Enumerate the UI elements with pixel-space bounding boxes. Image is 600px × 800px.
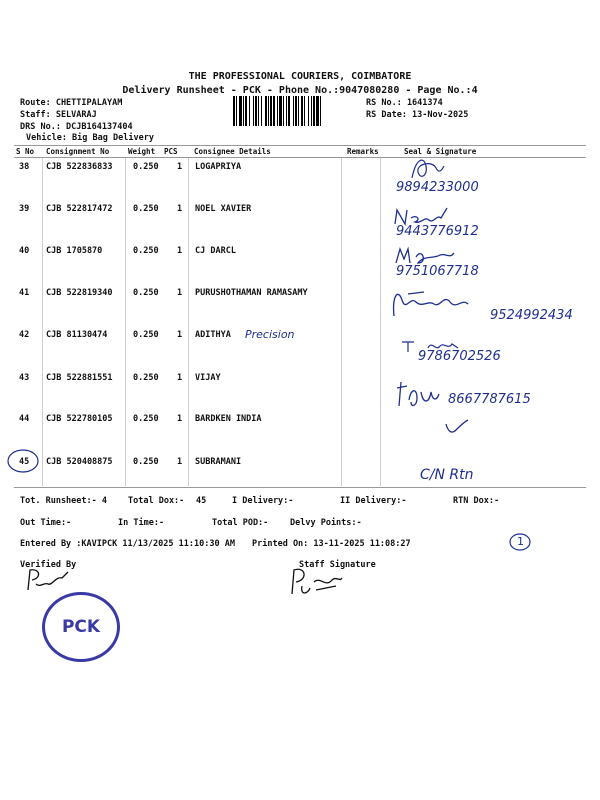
phone-row-42: 9786702526: [418, 349, 501, 364]
row-consignment: CJB 522819340: [46, 288, 113, 298]
row-sno: 43: [19, 373, 30, 383]
return-note-row-45: C/N Rtn: [420, 467, 474, 483]
hand-circle-mark: [6, 448, 40, 474]
verified-signature: [22, 566, 72, 592]
in-time: In Time:-: [118, 518, 165, 528]
col-separator: [188, 158, 189, 486]
row-pcs: 1: [177, 373, 183, 383]
runsheet-subtitle: Delivery Runsheet - PCK - Phone No.:9047080280 - Page No.:4: [122, 85, 478, 96]
staff-signature-label: Staff Signature: [299, 560, 376, 570]
phone-row-39: 9443776912: [396, 224, 479, 239]
entered-by: Entered By :KAVIPCK 11/13/2025 11:10:30 AM: [20, 539, 235, 549]
row-weight: 0.250: [133, 204, 159, 214]
page-mark: 1: [517, 535, 524, 548]
row-pcs: 1: [177, 162, 183, 172]
row-weight: 0.250: [133, 457, 159, 467]
route-label: Route: CHETTIPALAYAM: [20, 98, 123, 108]
row-consignee: PURUSHOTHAMAN RAMASAMY: [195, 288, 308, 298]
phone-row-43: 8667787615: [448, 392, 531, 407]
total-dox-label: Total Dox:-: [128, 496, 185, 506]
row-consignee: NOEL XAVIER: [195, 204, 252, 214]
barcode-image: [233, 96, 363, 126]
printed-on: Printed On: 13-11-2025 11:08:27: [252, 539, 411, 549]
col-separator: [341, 158, 342, 486]
company-title: THE PROFESSIONAL COURIERS, COIMBATORE: [188, 71, 412, 82]
phone-row-38: 9894233000: [396, 180, 479, 195]
row-consignment: CJB 81130474: [46, 330, 108, 340]
verified-by-label: Verified By: [20, 560, 77, 570]
total-pod: Total POD:-: [212, 518, 269, 528]
row-consignee: LOGAPRIYA: [195, 162, 242, 172]
row-sno: 40: [19, 246, 30, 256]
row-consignee: SUBRAMANI: [195, 457, 242, 467]
table-header-rule: [14, 157, 586, 158]
row-pcs: 1: [177, 330, 183, 340]
row-consignee: VIJAY: [195, 373, 221, 383]
rtn-dox: RTN Dox:-: [453, 496, 500, 506]
col-pcs: PCS: [164, 147, 178, 156]
delvy-points: Delvy Points:-: [290, 518, 362, 528]
row-pcs: 1: [177, 288, 183, 298]
rs-number: RS No.: 1641374: [366, 98, 443, 108]
ink-mark-row-44: [444, 418, 470, 436]
col-seal-signature: Seal & Signature: [404, 147, 477, 156]
col-separator: [380, 158, 381, 486]
i-delivery: I Delivery:-: [232, 496, 294, 506]
col-sno: S No: [16, 147, 35, 156]
col-consignee: Consignee Details: [194, 147, 271, 156]
staff-signature: [286, 564, 346, 598]
row-pcs: 1: [177, 246, 183, 256]
signature-row-43: [395, 378, 441, 410]
row-consignment: CJB 1705870: [46, 246, 103, 256]
col-weight: Weight: [128, 147, 156, 156]
row-sno: 41: [19, 288, 30, 298]
row-pcs: 1: [177, 414, 183, 424]
col-consignment: Consignment No: [46, 147, 110, 156]
row-weight: 0.250: [133, 414, 159, 424]
row-consignee: ADITHYA: [195, 330, 231, 340]
row-consignment: CJB 522780105: [46, 414, 113, 424]
col-separator: [125, 158, 126, 486]
row-consignment: CJB 522817472: [46, 204, 113, 214]
phone-row-41: 9524992434: [490, 308, 573, 323]
row-pcs: 1: [177, 457, 183, 467]
row-weight: 0.250: [133, 330, 159, 340]
col-remarks: Remarks: [347, 147, 379, 156]
vehicle-label: Vehicle: Big Bag Delivery: [26, 133, 154, 143]
row-weight: 0.250: [133, 288, 159, 298]
rs-date: RS Date: 13-Nov-2025: [366, 110, 469, 120]
row-weight: 0.250: [133, 373, 159, 383]
stamp-text: PCK: [61, 617, 101, 637]
row-consignment: CJB 522836833: [46, 162, 113, 172]
phone-row-40: 9751067718: [396, 264, 479, 279]
row-consignment: CJB 522881551: [46, 373, 113, 383]
row-consignment: CJB 520408875: [46, 457, 113, 467]
staff-label: Staff: SELVARAJ: [20, 110, 97, 120]
row-weight: 0.250: [133, 246, 159, 256]
row-sno: 39: [19, 204, 30, 214]
total-dox-value: 45: [196, 496, 207, 506]
ii-delivery: II Delivery:-: [340, 496, 407, 506]
row-weight: 0.250: [133, 162, 159, 172]
row-sno: 42: [19, 330, 30, 340]
row-consignee: CJ DARCL: [195, 246, 236, 256]
table-bottom-rule: [14, 487, 586, 488]
row-sno: 38: [19, 162, 30, 172]
pck-stamp: [42, 592, 120, 662]
out-time: Out Time:-: [20, 518, 72, 528]
tot-runsheet: Tot. Runsheet:- 4: [20, 496, 107, 506]
drs-label: DRS No.: DCJB164137404: [20, 122, 133, 132]
row-consignee: BARDKEN INDIA: [195, 414, 262, 424]
row-sno: 44: [19, 414, 30, 424]
row-pcs: 1: [177, 204, 183, 214]
row-sno: 45: [19, 457, 30, 467]
col-separator: [42, 158, 43, 486]
signature-row-41: [388, 286, 488, 320]
remark-row-42: Precision: [245, 328, 295, 341]
table-top-rule: [14, 145, 586, 146]
